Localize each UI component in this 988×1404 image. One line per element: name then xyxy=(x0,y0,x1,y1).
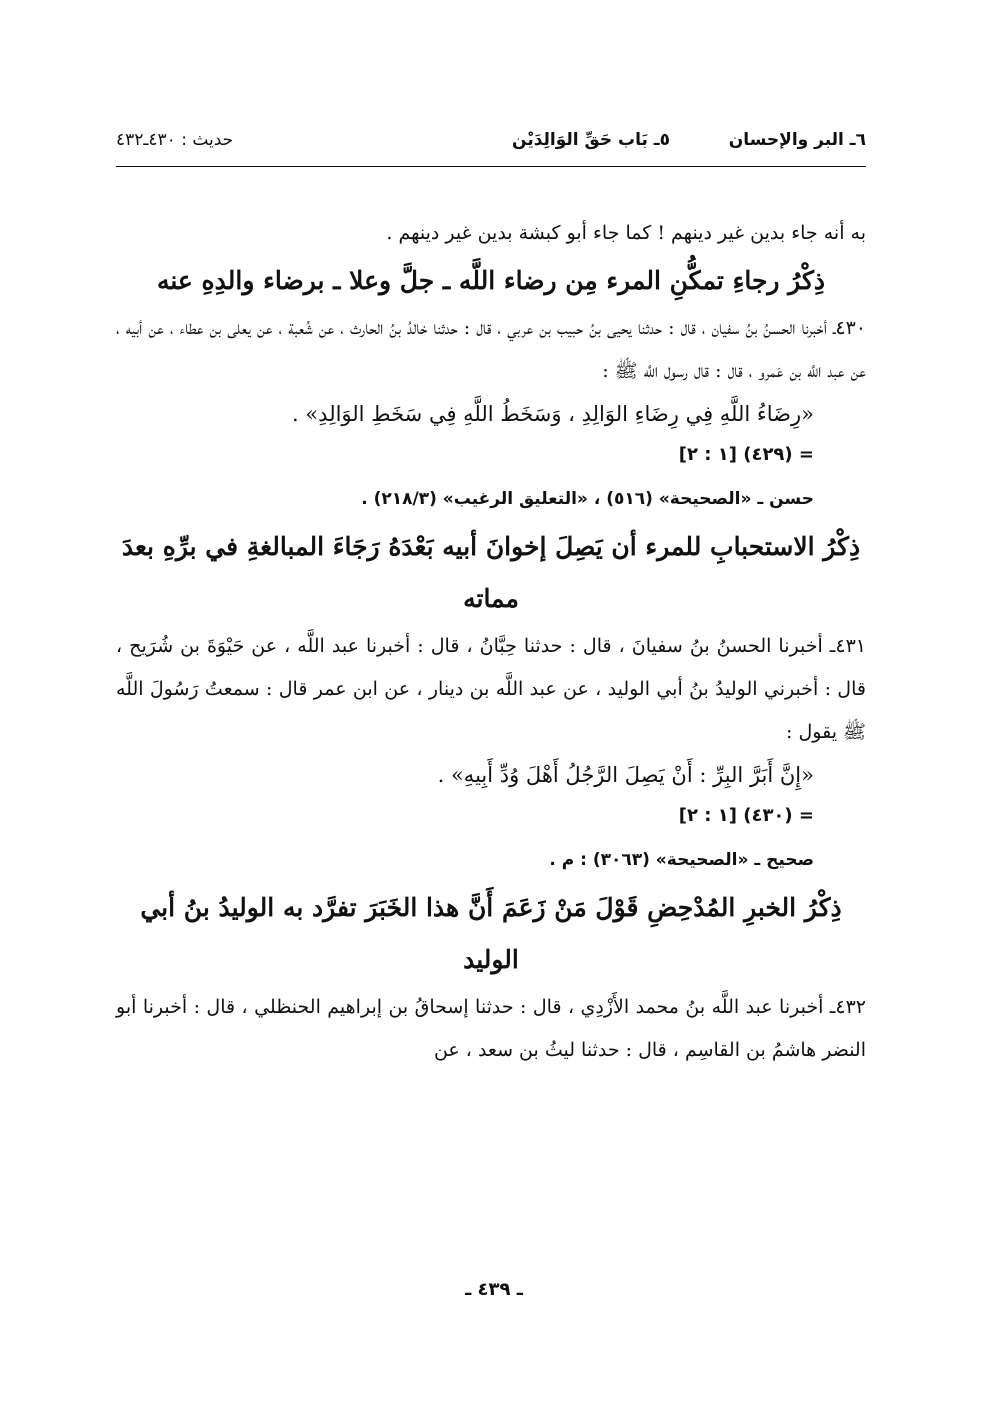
header-rule xyxy=(116,166,866,167)
chapter-title: ٦ـ البر والإحسان xyxy=(728,130,866,150)
isnad-paragraph: ٤٣٢ـ أخبرنا عبد اللَّه بنُ محمد الأَزْدِي ، قال : حدثنا إسحاقُ بن إبراهيم الحنظلي ، قال : أخبرنا أبو النضر هاشمُ بن القاسِم ، قال : حدثنا ليثُ بن سعد ، عن xyxy=(116,996,866,1061)
chapter-heading: ذِكْرُ الخبرِ المُدْحِضِ قَوْلَ مَنْ زَعَمَ أَنَّ هذا الخَبَرَ تفرَّد به الوليدُ بنُ أبي الوليد xyxy=(140,893,842,974)
chapter-heading: ذِكْرُ الاستحبابِ للمرء أن يَصِلَ إخوانَ أبيه بَعْدَهُ رَجَاءَ المبالغةِ في برِّهِ بعدَ مماته xyxy=(121,532,861,613)
cross-reference: = (٤٢٩) [١ : ٢] xyxy=(678,444,814,465)
page-number: ـ ٤٣٩ ـ xyxy=(465,1279,523,1300)
hadith-range: حديث : ٤٣٠ـ٤٣٢ xyxy=(116,130,234,150)
hadith-text: «رِضَاءُ اللَّهِ فِي رِضَاءِ الوَالِدِ ، وَسَخَطُ اللَّهِ فِي سَخَطِ الوَالِدِ» . xyxy=(291,402,814,426)
hadith-text: «إِنَّ أَبَرَّ البِرِّ : أَنْ يَصِلَ الرَّجُلُ أَهْلَ وُدِّ أَبِيهِ» . xyxy=(437,763,814,787)
paragraph: به أنه جاء بدين غير دينهم ! كما جاء أبو كبشة بدين غير دينهم . xyxy=(386,222,866,244)
grading-note: حسن ـ «الصحيحة» (٥١٦) ، «التعليق الرغيب» (٢١٨/٣) . xyxy=(361,489,814,509)
isnad-paragraph: ٤٣١ـ أخبرنا الحسنُ بنُ سفيانَ ، قال : حدثنا حِبَّانُ ، قال : أخبرنا عبد اللَّه ، عن حَيْوَةَ بن شُرَيح ، قال : أخبرني الوليدُ بنُ أبي الوليد ، عن عبد اللَّه بن دينار ، عن ابن عمر قال : سمعتُ رَسُولَ اللَّه ﷺ يقول : xyxy=(116,635,866,743)
grading-note: صحيح ـ «الصحيحة» (٣٠٦٣) : م . xyxy=(549,850,814,870)
chapter-heading: ذِكْرُ رجاءِ تمكُّنِ المرء مِن رضاء اللَّه ـ جلَّ وعلا ـ برضاء والدِهِ عنه xyxy=(156,266,826,295)
page-body xyxy=(116,212,866,1072)
section-title: ٥ـ بَاب حَقِّ الوَالِدَيْن xyxy=(512,130,670,150)
cross-reference: = (٤٣٠) [١ : ٢] xyxy=(678,805,814,826)
running-header xyxy=(116,130,866,162)
isnad-paragraph: ٤٣٠ـ أخبرنا الحسنُ بنُ سفيان ، قال : حدثنا يحيى بنُ حبيب بن عربي ، قال : حدثنا خالدُ بنُ الحارث ، عن شُعبة ، عن يعلى بن عطاء ، عن أبيه ، عن عبد اللَّه بن عَمرو ، قال : قال رسول اللَّه ﷺ : xyxy=(116,317,866,382)
